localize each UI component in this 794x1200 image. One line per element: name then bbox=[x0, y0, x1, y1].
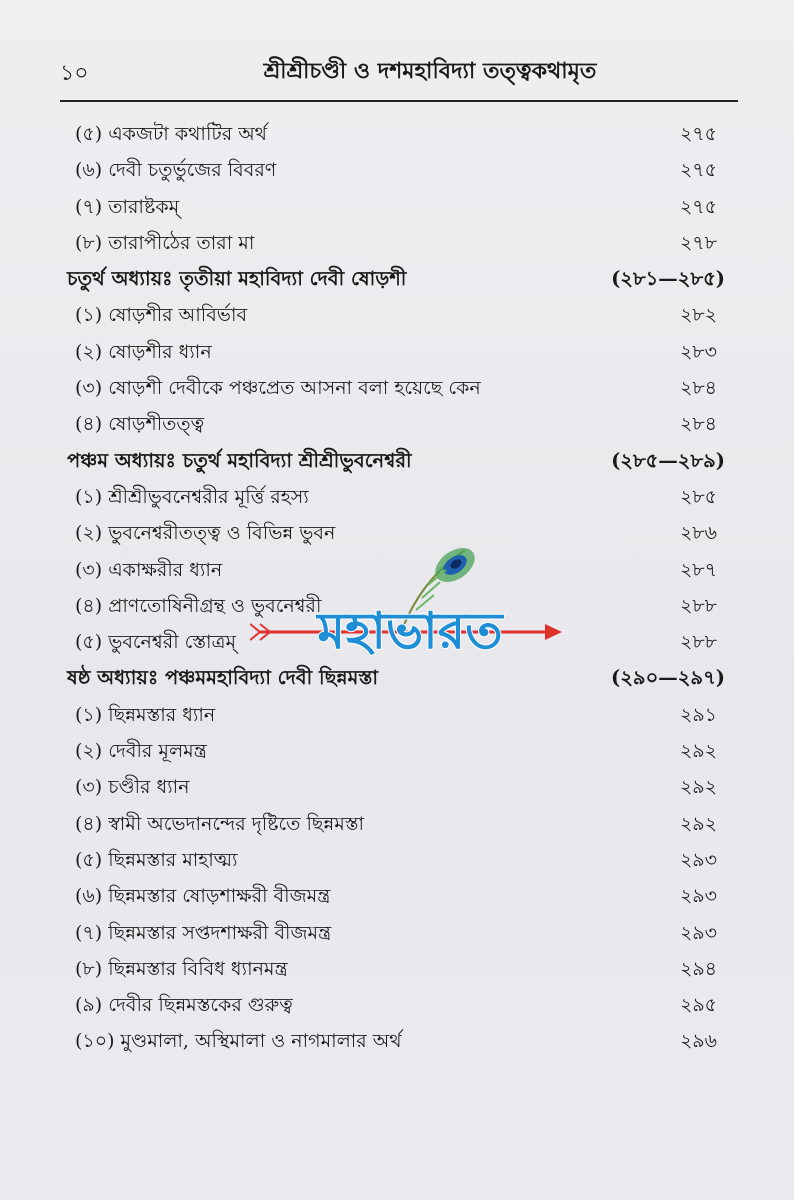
watermark-text: মহাভারত bbox=[317, 602, 503, 660]
toc-row bbox=[75, 479, 725, 515]
toc-entry-page: ২৯২ bbox=[679, 740, 717, 763]
toc-row bbox=[75, 189, 725, 225]
toc-row bbox=[75, 697, 725, 733]
toc-entry-title: (৫) ছিন্নমস্তার মাহাত্ম্য bbox=[75, 848, 238, 871]
toc-entry-page: (২৮৫—২৮৯) bbox=[611, 448, 725, 472]
toc-row bbox=[75, 987, 725, 1023]
toc-entry-page: ২৮৭ bbox=[679, 558, 717, 581]
toc-row bbox=[75, 406, 725, 442]
toc-entry-page: ২৯৪ bbox=[679, 957, 717, 980]
toc-entry-page: ২৯৫ bbox=[679, 994, 717, 1017]
toc-row bbox=[75, 842, 725, 878]
toc-entry-title: (৩) একাক্ষরীর ধ্যান bbox=[75, 558, 223, 581]
toc-entry-title: (১) ছিন্নমস্তার ধ্যান bbox=[75, 703, 216, 726]
toc-entry-page: ২৭৫ bbox=[679, 195, 717, 218]
toc-entry-title: (৮) ছিন্নমস্তার বিবিধ ধ্যানমন্ত্র bbox=[75, 957, 288, 980]
toc-row bbox=[75, 951, 725, 987]
header-rule bbox=[60, 100, 738, 102]
toc-entry-page: ২৭৫ bbox=[679, 159, 717, 182]
toc-row bbox=[75, 1023, 725, 1059]
toc-entry-title: (৫) ভুবনেশ্বরী স্তোত্রম্ bbox=[75, 631, 237, 654]
running-title: শ্রীশ্রীচণ্ডী ও দশমহাবিদ্যা তত্ত্বকথামৃত bbox=[263, 58, 597, 84]
toc-entry-title: (১) শ্রীশ্রীভুবনেশ্বরীর মূর্ত্তি রহস্য bbox=[75, 485, 309, 508]
toc-row bbox=[75, 915, 725, 951]
toc-row bbox=[75, 225, 725, 261]
toc-chapter-row bbox=[67, 261, 725, 297]
toc-entry-title: (৯) দেবীর ছিন্নমস্তকের গুরুত্ব bbox=[75, 994, 293, 1017]
toc-entry-title: (২) ভুবনেশ্বরীতত্ত্ব ও বিভিন্ন ভুবন bbox=[75, 522, 336, 545]
toc-entry-page: ২৮৩ bbox=[679, 340, 717, 363]
toc-entry-page: (২৮১—২৮৫) bbox=[611, 267, 725, 291]
toc-entry-title: (৫) একজটা কথাটির অর্থ bbox=[75, 123, 267, 145]
toc-row bbox=[75, 733, 725, 769]
toc-entry-title: (৭) ছিন্নমস্তার সপ্তদশাক্ষরী বীজমন্ত্র bbox=[75, 921, 332, 944]
toc-entry-title: (৮) তারাপীঠের তারা মা bbox=[75, 231, 255, 254]
toc-entry-title: (৭) তারাষ্টকম্ bbox=[75, 195, 180, 218]
toc-entry-page: (২৯০—২৯৭) bbox=[611, 666, 725, 690]
toc-entry-page: ২৯৬ bbox=[679, 1030, 717, 1053]
toc-entry-title: (৬) দেবী চতুর্ভুজের বিবরণ bbox=[75, 159, 277, 182]
toc-entry-page: ২৮৪ bbox=[679, 413, 717, 436]
toc-entry-page: ২৭৫ bbox=[679, 123, 717, 145]
toc-row bbox=[75, 297, 725, 333]
toc-entry-title: (৩) ষোড়শী দেবীকে পঞ্চপ্রেত আসনা বলা হয়েছে কেন bbox=[75, 377, 481, 400]
toc-entry-title: (১) ষোড়শীর আবির্ভাব bbox=[75, 304, 248, 327]
toc-chapter-row bbox=[67, 443, 725, 479]
page-header bbox=[60, 52, 740, 92]
toc-entry-page: ২৯৩ bbox=[679, 921, 717, 944]
toc-entry-title: (২) ষোড়শীর ধ্যান bbox=[75, 340, 212, 363]
toc-entry-title: (৪) ষোড়শীতত্ত্ব bbox=[75, 413, 205, 436]
toc-entry-title: (২) দেবীর মূলমন্ত্র bbox=[75, 740, 207, 763]
toc-entry-page: ২৯৩ bbox=[679, 848, 717, 871]
toc-entry-page: ২৮৫ bbox=[679, 485, 717, 508]
toc-entry-title: চতুর্থ অধ্যায়ঃ তৃতীয়া মহাবিদ্যা দেবী ষোড়শী bbox=[67, 267, 407, 291]
toc-entry-page: ২৯২ bbox=[679, 776, 717, 799]
toc-entry-page: ২৮৮ bbox=[679, 594, 717, 617]
toc-entry-title: (৬) ছিন্নমস্তার ষোড়শাক্ষরী বীজমন্ত্র bbox=[75, 885, 331, 908]
watermark-logo bbox=[250, 540, 570, 680]
toc-row bbox=[75, 370, 725, 406]
toc-row bbox=[75, 116, 725, 152]
toc-row bbox=[75, 806, 725, 842]
toc-entry-page: ২৮৪ bbox=[679, 377, 717, 400]
toc-entry-title: (৪) প্রাণতোষিনীগ্রন্থ ও ভুবনেশ্বরী bbox=[75, 594, 322, 617]
toc-row bbox=[75, 769, 725, 805]
toc-entry-page: ২৯২ bbox=[679, 812, 717, 835]
page-number: ১০ bbox=[60, 61, 89, 86]
toc-entry-title: (৪) স্বামী অভেদানন্দের দৃষ্টিতে ছিন্নমস্তা bbox=[75, 812, 364, 835]
toc-entry-title: (১০) মুণ্ডমালা, অস্থিমালা ও নাগমালার অর্থ bbox=[75, 1030, 402, 1053]
toc-entry-title: ষষ্ঠ অধ্যায়ঃ পঞ্চমমহাবিদ্যা দেবী ছিন্নমস্তা bbox=[67, 666, 379, 690]
toc-row bbox=[75, 334, 725, 370]
toc-row bbox=[75, 152, 725, 188]
toc-entry-page: ২৮৬ bbox=[679, 522, 717, 545]
toc-entry-page: ২৭৮ bbox=[679, 231, 717, 254]
toc-entry-page: ২৯৩ bbox=[679, 885, 717, 908]
toc-entry-title: (৩) চণ্ডীর ধ্যান bbox=[75, 776, 190, 799]
peacock-feather-arrow-icon bbox=[250, 540, 570, 680]
toc-entry-title: পঞ্চম অধ্যায়ঃ চতুর্থ মহাবিদ্যা শ্রীশ্রীভুবনেশ্বরী bbox=[67, 448, 412, 472]
toc-entry-page: ২৮৮ bbox=[679, 631, 717, 654]
toc-entry-page: ২৮২ bbox=[679, 304, 717, 327]
toc-entry-page: ২৯১ bbox=[679, 703, 717, 726]
toc-row bbox=[75, 878, 725, 914]
